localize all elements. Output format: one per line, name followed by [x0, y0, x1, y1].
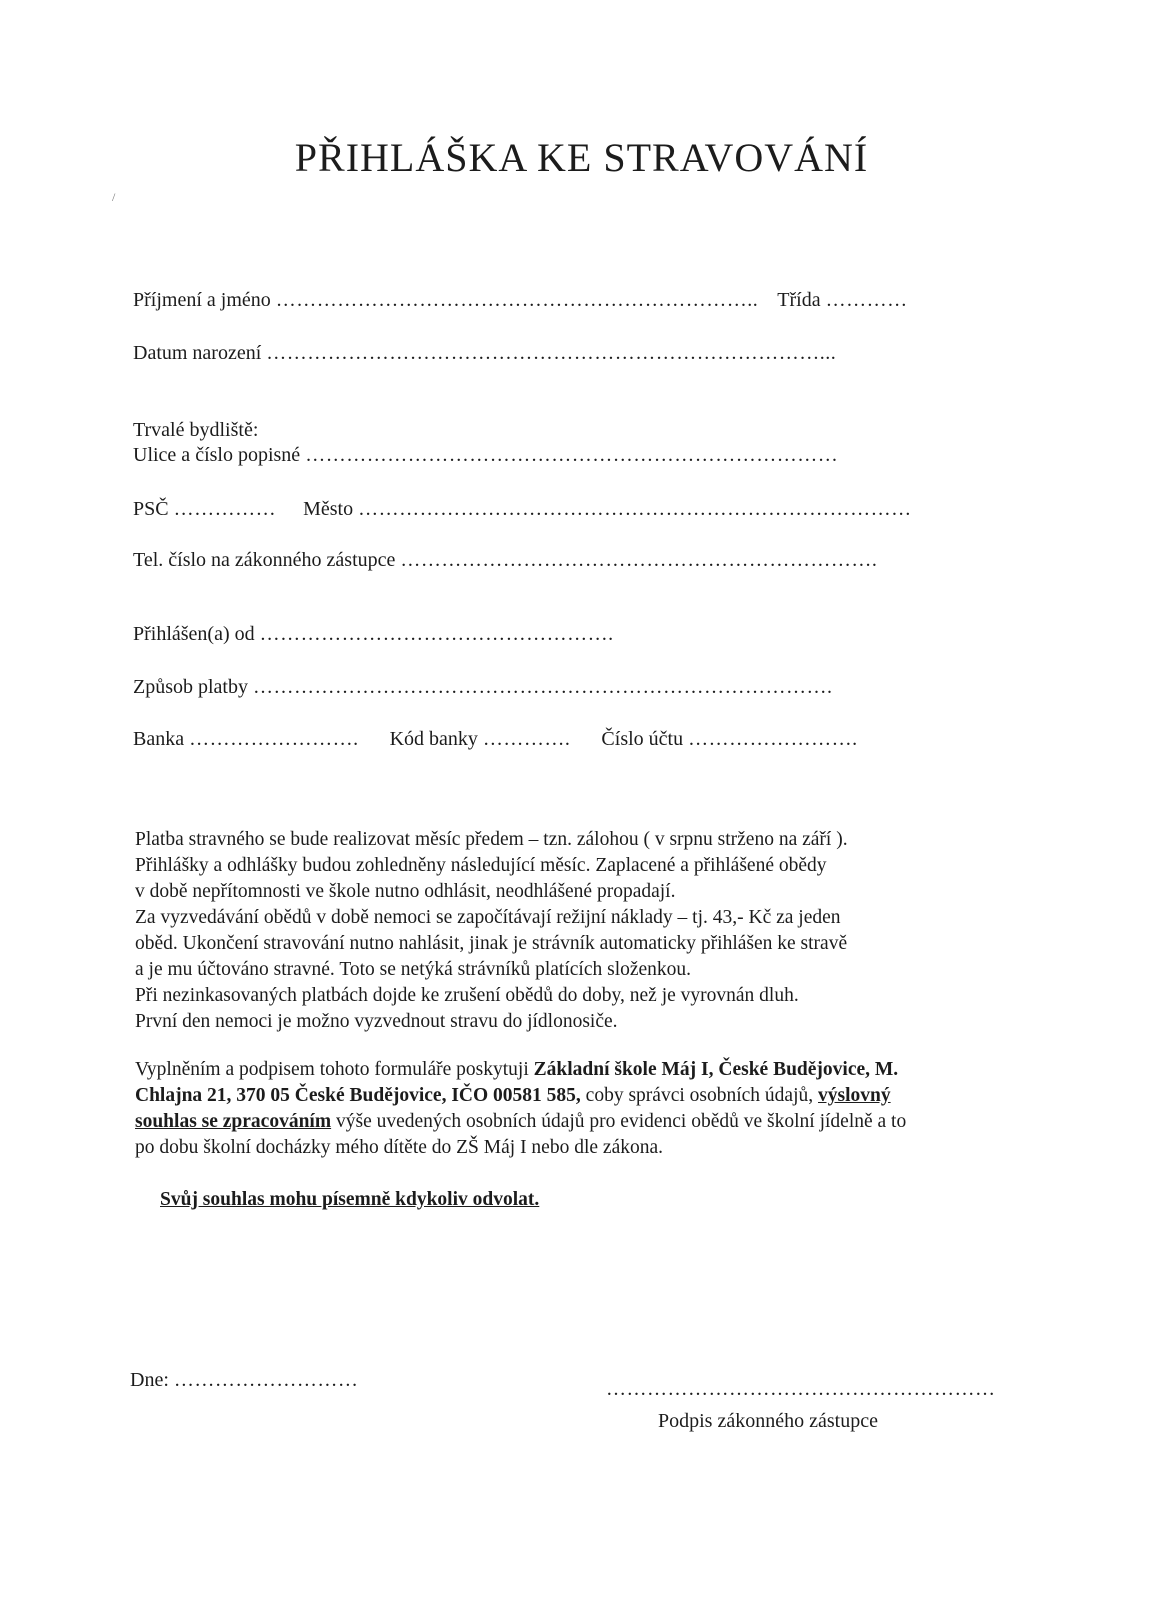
- bank-code-label: Kód banky: [389, 728, 478, 750]
- street-label: Ulice a číslo popisné: [133, 444, 301, 466]
- name-input-line[interactable]: ……………………………………………………………..: [275, 289, 759, 311]
- name-label: Příjmení a jméno: [133, 289, 271, 311]
- phone-label: Tel. číslo na zákonného zástupce: [133, 549, 396, 571]
- withdraw-consent-note: Svůj souhlas mohu písemně kdykoliv odvolat.: [160, 1189, 540, 1210]
- psc-label: PSČ: [133, 498, 169, 520]
- signature-input-line[interactable]: …………………………………………………: [606, 1378, 996, 1400]
- rules-line: oběd. Ukončení stravování nutno nahlásit, jinak je strávník automaticky přihlášen ke stravě: [135, 933, 848, 954]
- phone-input-line[interactable]: …………………………………………………………….: [400, 549, 878, 571]
- payment-label: Způsob platby: [133, 676, 248, 698]
- account-input-line[interactable]: …………………….: [688, 728, 858, 750]
- birth-row: [133, 340, 836, 366]
- gdpr-middle: coby správci osobních údajů,: [580, 1085, 818, 1106]
- name-row: [133, 287, 908, 313]
- school-identification: Základní škole Máj I, České Budějovice, M. Chlajna 21, 370 05 České Budějovice, IČO 00581 585,: [135, 1059, 899, 1106]
- bank-label: Banka: [133, 728, 185, 750]
- date-label: Dne:: [130, 1369, 169, 1391]
- scan-mark: /: [112, 190, 116, 204]
- gdpr-intro: Vyplněním a podpisem tohoto formuláře poskytuji: [135, 1059, 534, 1080]
- explicit-consent: výslovný souhlas se zpracováním: [135, 1085, 891, 1132]
- birth-label: Datum narození: [133, 342, 262, 364]
- payment-row: [133, 674, 833, 700]
- rules-line: Platba stravného se bude realizovat měsíc předem – tzn. zálohou ( v srpnu strženo na září ).: [135, 829, 848, 850]
- rules-line: První den nemoci je možno vyzvednout stravu do jídlonosiče.: [135, 1011, 618, 1032]
- city-input-line[interactable]: ………………………………………………………………………: [358, 498, 912, 520]
- class-input-line[interactable]: …………: [825, 289, 908, 311]
- date-row: [130, 1367, 358, 1393]
- phone-row: [133, 547, 877, 573]
- form-title: PŘIHLÁŠKA KE STRAVOVÁNÍ: [294, 135, 869, 180]
- signature-label: Podpis zákonného zástupce: [658, 1410, 878, 1432]
- class-label: Třída: [777, 289, 821, 311]
- bank-code-input-line[interactable]: ………….: [482, 728, 571, 750]
- gdpr-paragraph: [135, 1057, 925, 1161]
- residence-heading: Trvalé bydliště:: [133, 419, 259, 441]
- psc-input-line[interactable]: ……………: [173, 498, 277, 520]
- registered-label: Přihlášen(a) od: [133, 623, 255, 645]
- rules-line: a je mu účtováno stravné. Toto se netýká strávníků platících složenkou.: [135, 959, 692, 980]
- registered-input-line[interactable]: …………………………………………….: [259, 623, 614, 645]
- psc-city-row: [133, 496, 912, 522]
- rules-line: v době nepřítomnosti ve škole nutno odhlásit, neodhlášené propadají.: [135, 881, 676, 902]
- rules-line: Za vyzvedávání obědů v době nemoci se započítávají režijní náklady – tj. 43,- Kč za jeden: [135, 907, 841, 928]
- street-input-line[interactable]: ……………………………………………………………………: [305, 444, 839, 466]
- bank-row: [133, 726, 858, 752]
- account-label: Číslo účtu: [601, 728, 684, 750]
- birth-input-line[interactable]: ………………………………………………………………………...: [266, 342, 837, 364]
- street-row: [133, 442, 838, 468]
- payment-input-line[interactable]: ………………………………………………………………………….: [253, 676, 833, 698]
- city-label: Město: [303, 498, 354, 520]
- gdpr-rest: výše uvedených osobních údajů pro evidenci obědů ve školní jídelně a to po dobu školní docházky mého dítěte do ZŠ Máj I nebo dle zákona.: [135, 1111, 907, 1158]
- date-input-line[interactable]: ………………………: [173, 1369, 359, 1391]
- rules-paragraph: [135, 827, 995, 1035]
- rules-line: Přihlášky a odhlášky budou zohledněny následující měsíc. Zaplacené a přihlášené obědy: [135, 855, 827, 876]
- rules-line: Při nezinkasovaných platbách dojde ke zrušení obědů do doby, než je vyrovnán dluh.: [135, 985, 799, 1006]
- registered-row: [133, 621, 614, 647]
- bank-input-line[interactable]: …………………….: [189, 728, 359, 750]
